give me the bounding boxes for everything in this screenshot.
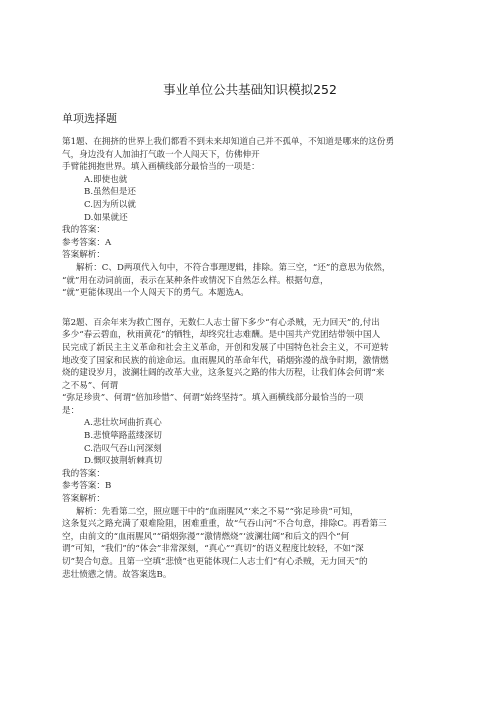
question-stem-line: 多少“春云碧血，秋雨黄花”的牺牲，却终究壮志难酬。是中国共产党团结带领中国人 (62, 330, 381, 341)
document-title: 事业单位公共基础知识模拟252 (163, 82, 337, 97)
analysis-line: 切”契合句意。且第一空填“悲愤”也更能体现仁人志士们“有心杀贼，无力回天”的 (62, 557, 368, 567)
analysis-line: 解析：先看第二空，照应题干中的“血雨腥风”‘来之不易”“弥足珍贵”可知， (76, 506, 359, 517)
option-b: B.虽然但是还 (84, 187, 137, 198)
analysis-label: 答案解析： (62, 494, 105, 505)
analysis-line: 谓”可知，“我们”的“体会”非常深刻，“真心”“真切”的语义程度比较轻，不如“深 (62, 544, 364, 555)
analysis-line: 解析：C、D两项代入句中，不符合事理逻辑，排除。第三空，“还”的意思为依然， (76, 262, 391, 273)
section-heading: 单项选择题 (62, 112, 117, 125)
analysis-line: 这条复兴之路充满了艰难险阻，困难重重，故“气吞山河”不合句意，排除C。再看第三 (62, 519, 387, 530)
question-stem-line: 烧的建设岁月，波澜壮阔的改革大业，这条复兴之路的伟大历程，让我们体会何谓“来 (62, 368, 385, 379)
question-2 (62, 317, 440, 581)
question-stem-line: 第1题、在拥挤的世界上我们都看不到未来却知道自己并不孤单，不知道是哪来的这份勇 (62, 137, 395, 147)
option-a: A.悲壮坎坷曲折真心 (84, 418, 162, 429)
reference-answer: 参考答案：B (62, 481, 112, 492)
analysis-line: “就”更能体现出一个人闯天下的勇气。本题选A。 (62, 288, 249, 299)
analysis-line: 空，由前文的“血雨腥风”“硝烟弥漫”“激情燃烧”‘波澜壮阔”和后文的四个“何 (62, 531, 350, 542)
option-d: D.如果就还 (84, 212, 128, 223)
option-a: A.即使也就 (84, 174, 128, 185)
question-spacer (62, 300, 440, 317)
option-c: C.浩叹气吞山河深刻 (84, 443, 162, 454)
question-stem-line: 是： (62, 405, 80, 416)
my-answer: 我的答案： (62, 225, 105, 236)
option-c: C.因为所以就 (84, 199, 136, 210)
my-answer: 我的答案： (62, 468, 105, 479)
question-stem-line: “弥足珍贵”、何谓“倍加珍惜”、何谓“始终坚持”。填入画横线部分最恰当的一项 (62, 393, 364, 404)
question-stem-line: 手臂能拥抱世界。填入画横线部分最恰当的一项是： (62, 162, 260, 173)
question-stem-line: 之不易”、何谓 (62, 380, 118, 391)
reference-answer: 参考答案：A (62, 237, 112, 248)
question-stem-line: 气，身边没有人加油打气敢一个人闯天下，仿佛伸开 (62, 149, 260, 160)
analysis-line: 悲壮愤懑之情。故答案选B。 (62, 569, 172, 580)
question-stem-line: 民完成了新民主主义革命和社会主义革命，开创和发展了中国特色社会主义，不可逆转 (62, 342, 389, 353)
question-stem-line: 地改变了国家和民族的前途命运。血雨腥风的革命年代，硝烟弥漫的战争时期，激情燃 (62, 355, 389, 366)
option-d: D.慨叹披荆斩棘真切 (84, 456, 163, 467)
question-stem-line: 第2题、百余年来为救亡图存，无数仁人志士留下多少“有心杀贼，无力回天”的,付出 (62, 317, 380, 328)
question-list (62, 136, 440, 581)
analysis-label: 答案解析： (62, 250, 105, 261)
analysis-line: “就”用在动词前面，表示在某种条件或情况下自然怎么样。根据句意， (62, 275, 329, 286)
option-b: B.悲愤筚路蓝缕深切 (84, 431, 162, 442)
question-1 (62, 136, 440, 300)
